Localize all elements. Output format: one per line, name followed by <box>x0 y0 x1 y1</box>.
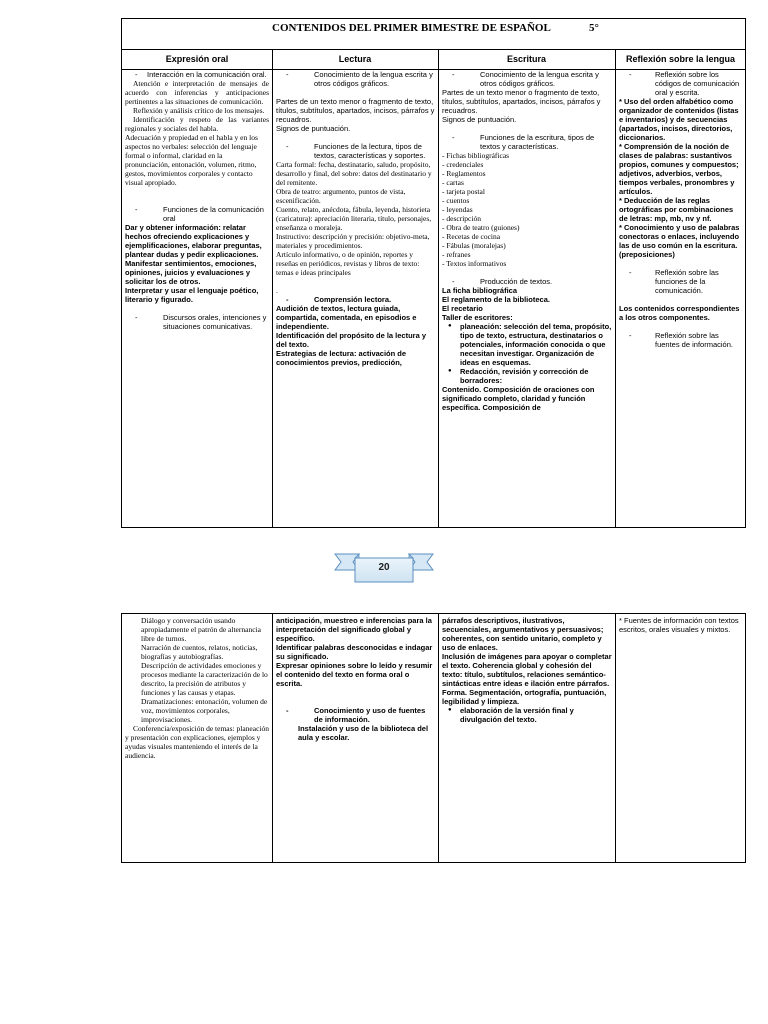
header-row <box>122 49 745 70</box>
list-item: Conferencia/exposición de temas: planeación y presentación con explicaciones, ejemplos y ayudas visuales manteniendo el interés de la audiencia. <box>125 724 269 760</box>
list-item: Forma. Segmentación, ortografía, puntuación, legibilidad y limpieza. <box>442 688 607 706</box>
list-item: - cuentos <box>442 196 470 205</box>
document-title: CONTENIDOS DEL PRIMER BIMESTRE DE ESPAÑOL <box>272 22 551 34</box>
list-item: Audición de textos, lectura guiada, compartida, comentada, en episodios e independiente. <box>276 304 417 331</box>
list-item: Taller de escritores: <box>442 313 513 322</box>
list-item: Los contenidos correspondientes a los otros componentes. <box>619 304 740 322</box>
list-item: Reflexión y análisis crítico de los mensajes. <box>133 106 265 115</box>
list-item: - Textos informativos <box>442 259 507 268</box>
list-item: Partes de un texto menor o fragmento de texto, títulos, subtítulos, apartados, incisos, párrafos y recuadros. <box>276 97 435 124</box>
list-item: Estrategias de lectura: activación de conocimientos previos, predicción, <box>276 349 407 367</box>
list-item: * Deducción de las reglas ortográficas por combinaciones de letras: mp, mb, nv y nf. <box>619 196 734 223</box>
list-item: . <box>276 286 278 295</box>
list-item: Narración de cuentos, relatos, noticias, biografías y autobiografías. <box>141 643 258 661</box>
content-table-page2 <box>121 613 746 863</box>
list-item: Contenido. Composición de oraciones con significado completo, claridad y función específica. Composición de <box>442 385 595 412</box>
list-item: - Recetas de cocina <box>442 232 501 241</box>
list-item: párrafos descriptivos, ilustrativos, secuenciales, argumentativos y persuasivos; coherentes, con sentido unitario, completo y uso de enlaces. <box>442 616 604 652</box>
list-item: Signos de puntuación. <box>276 124 351 133</box>
header-lectura: Lectura <box>338 54 372 64</box>
list-item: - leyendas <box>442 205 473 214</box>
list-item: Identificar palabras desconocidas e indagar su significado. <box>276 643 433 661</box>
list-item: Instructivo: descripción y precisión: objetivo-meta, materiales y procedimientos. <box>276 232 430 250</box>
list-item: * Uso del orden alfabético como organizador de contenidos (listas e inventarios) y de secuencias (apartados, incisos, directorios, diccionarios. <box>619 97 739 142</box>
list-item: - refranes <box>442 250 471 259</box>
list-item: - descripción <box>442 214 481 223</box>
list-item: - Obra de teatro (guiones) <box>442 223 520 232</box>
list-item: - tarjeta postal <box>442 187 485 196</box>
list-item: Adecuación y propiedad en el habla y en los aspectos no verbales: selección del lenguaje formal o informal, claridad en la pronunciación, entonación, volumen, ritmo, gestos, movimientos corporales y contacto visual apropiado. <box>125 133 258 187</box>
column-escritura-cont <box>442 616 613 860</box>
list-item: Manifestar sentimientos, emociones, opiniones, juicios y evaluaciones y solicitar los de otros. <box>125 259 257 286</box>
list-item: - Fichas bibliográficas <box>442 151 510 160</box>
list-item: La ficha bibliográfica <box>442 286 518 295</box>
column-divider <box>272 49 273 527</box>
list-item: Interpretar y usar el lenguaje poético, literario y figurado. <box>125 286 259 304</box>
list-item: Instalación y uso de la biblioteca del aula y escolar. <box>298 724 429 742</box>
list-item: Carta formal: fecha, destinatario, saludo, propósito, desarrollo y final, del sobre: datos del destinatario y del remitente. <box>276 160 432 187</box>
page-number-banner <box>333 548 435 586</box>
column-divider <box>615 49 616 527</box>
list-item: * Comprensión de la noción de clases de palabras: sustantivos propios, comunes y compuestos; adjetivos, adverbios, verbos, tiempos verbales, pronombres y artículos. <box>619 142 739 196</box>
header-reflexion: Reflexión sobre la lengua <box>625 54 736 64</box>
list-item: - credenciales <box>442 160 484 169</box>
list-item: - Reflexión sobre los códigos de comunicación oral y escrita. <box>619 70 744 97</box>
list-item: El recetario <box>442 304 483 313</box>
list-item: Descripción de actividades emociones y procesos mediante la caracterización de lo descrito, la precisión de atributos y funciones y las causas y etapas. <box>141 661 268 697</box>
list-item: - Fábulas (moralejas) <box>442 241 506 250</box>
header-expresion-oral: Expresión oral <box>165 54 229 64</box>
list-item: Dar y obtener información: relatar hechos ofreciendo explicaciones y ejemplificaciones, elaborar preguntas, plantear dudas y pedir explicaciones. <box>125 223 262 259</box>
column-reflexion <box>619 70 744 526</box>
list-item: Partes de un texto menor o fragmento de texto, títulos, subtítulos, apartados, incisos, párrafos y recuadros. <box>442 88 601 115</box>
list-item: Artículo informativo, o de opinión, reportes y reseñas en periódicos, revistas y libros de texto: temas e ideas principales <box>276 250 420 277</box>
column-divider <box>272 614 273 862</box>
list-item: - Reflexión sobre las fuentes de información. <box>619 331 744 349</box>
column-lectura-cont <box>276 616 436 860</box>
list-item: Diálogo y conversación usando apropiadamente el patrón de alternancia libre de turnos. <box>141 616 261 643</box>
list-item: * Conocimiento y uso de palabras conectoras o enlaces, incluyendo las de uso común en la escritura. (preposiciones) <box>619 223 740 259</box>
list-item: El reglamento de la biblioteca. <box>442 295 550 304</box>
list-item: - Funciones de la lectura, tipos de textos, características y soportes. <box>276 142 436 160</box>
list-item: - Conocimiento de la lengua escrita y otros códigos gráficos. <box>442 70 613 88</box>
list-item: - Discursos orales, intenciones y situaciones comunicativas. <box>125 313 269 331</box>
grade-label: 5° <box>589 22 599 34</box>
column-expresion-oral <box>125 70 269 526</box>
list-item: Inclusión de imágenes para apoyar o completar el texto. Coherencia global y cohesión del texto: título, subtítulos, relaciones semántico-sintácticas entre ideas e ilación entre párrafos. <box>442 652 612 688</box>
list-item: - Producción de textos. <box>442 277 613 286</box>
list-item: ● elaboración de la versión final y divulgación del texto. <box>442 706 613 724</box>
list-item: ● Redacción, revisión y corrección de borradores: <box>442 367 613 385</box>
list-item: - Reflexión sobre las funciones de la comunicación. <box>619 268 744 295</box>
title-row <box>122 19 745 50</box>
list-item: Dramatizaciones: entonación, volumen de voz, movimientos corporales, improvisaciones. <box>141 697 268 724</box>
list-item: Obra de teatro: argumento, puntos de vista, escenificación. <box>276 187 406 205</box>
content-table-page1 <box>121 18 746 528</box>
list-item: Expresar opiniones sobre lo leído y resumir el contenido del texto en forma oral o escrita. <box>276 661 433 688</box>
list-item: anticipación, muestreo e inferencias para la interpretación del significado global y específico. <box>276 616 432 643</box>
list-item: Signos de puntuación. <box>442 115 517 124</box>
list-item: - Funciones de la comunicación oral <box>125 205 269 223</box>
list-item: ● planeación: selección del tema, propósito, tipo de texto, estructura, destinatarios o potenciales, información conocida o que necesitan investigar. Organización de ideas en esquemas. <box>442 322 613 367</box>
list-item: * Fuentes de información con textos escritos, orales visuales y mixtos. <box>619 616 739 634</box>
column-escritura <box>442 70 613 526</box>
list-item: - Comprensión lectora. <box>276 295 436 304</box>
page-number: 20 <box>378 562 390 573</box>
list-item: - Interacción en la comunicación oral. <box>125 70 269 79</box>
list-item: - Funciones de la escritura, tipos de textos y características. <box>442 133 613 151</box>
column-expresion-oral-cont <box>125 616 269 860</box>
column-divider <box>615 614 616 862</box>
column-lectura <box>276 70 436 526</box>
list-item: Atención e interpretación de mensajes de acuerdo con inferencias y anticipaciones pertinentes a las situaciones de comunicación. <box>125 79 269 106</box>
list-item: - Conocimiento de la lengua escrita y otros códigos gráficos. <box>276 70 436 88</box>
column-reflexion-cont <box>619 616 744 860</box>
column-divider <box>438 49 439 527</box>
list-item: - Reglamentos <box>442 169 486 178</box>
list-item: Identificación del propósito de la lectura y del texto. <box>276 331 427 349</box>
column-divider <box>438 614 439 862</box>
list-item: Identificación y respeto de las variantes regionales y sociales del habla. <box>125 115 269 133</box>
header-escritura: Escritura <box>506 54 547 64</box>
list-item: Cuento, relato, anécdota, fábula, leyenda, historieta (caricatura): apreciación literaria, título, personajes, enseñanza o moraleja. <box>276 205 432 232</box>
list-item: - cartas <box>442 178 464 187</box>
list-item: - Conocimiento y uso de fuentes de información. <box>276 706 436 724</box>
